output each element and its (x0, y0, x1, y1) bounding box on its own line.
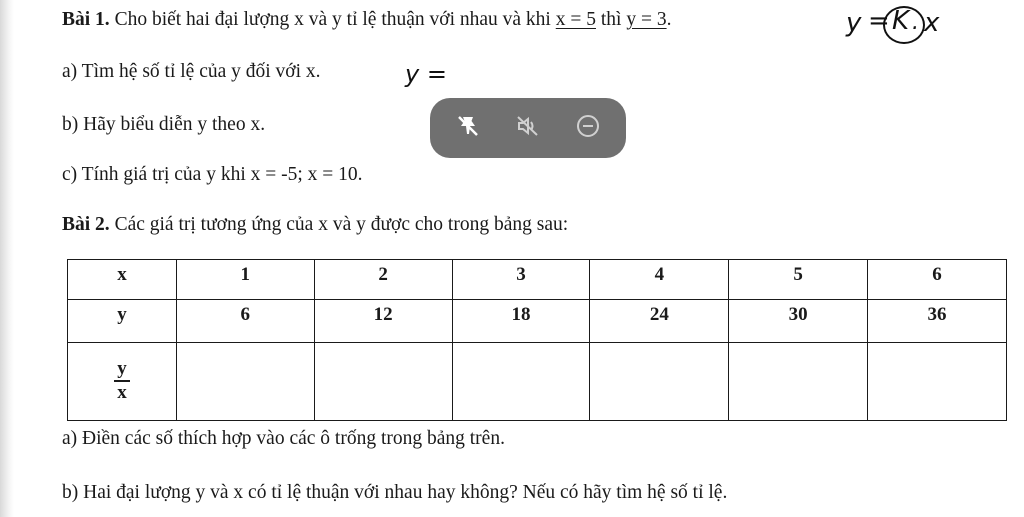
handwritten-dot: . (912, 10, 919, 35)
table-cell: 18 (452, 300, 590, 342)
table-row-ratio (68, 342, 1007, 421)
bai1-question-b: b) Hãy biểu diễn y theo x. (62, 114, 266, 135)
bai1-statement (62, 8, 671, 32)
mute-icon (514, 112, 542, 145)
minimize-button[interactable] (568, 108, 608, 148)
table-cell: 12 (314, 300, 452, 342)
bai2-statement (62, 213, 568, 237)
bai1-text-1: Cho biết hai đại lượng x và y tỉ lệ thuận với nhau và khi (109, 9, 556, 30)
handwritten-y: y (846, 8, 862, 38)
handwritten-x: x (924, 8, 940, 38)
bai1-text-2: thì (595, 9, 627, 30)
table-cell: 4 (590, 260, 729, 300)
table-cell: 1 (176, 260, 314, 300)
table-header-x: x (68, 260, 177, 300)
table-cell: 24 (590, 300, 729, 342)
handwritten-k: K (892, 6, 910, 36)
bai1-question-a: a) Tìm hệ số tỉ lệ của y đối với x. (62, 61, 321, 82)
table-cell: 6 (176, 300, 314, 342)
table-cell: 3 (452, 260, 590, 300)
table-cell: 5 (729, 260, 868, 300)
table-row-x (68, 260, 1007, 300)
handwritten-equals: = (868, 6, 890, 36)
bai1-question-c: c) Tính giá trị của y khi x = -5; x = 10. (62, 164, 363, 185)
table-cell-empty (729, 342, 868, 421)
table-cell: 30 (729, 300, 868, 342)
table-header-ratio (68, 342, 177, 421)
table-cell: 2 (314, 260, 452, 300)
table-cell-empty (590, 342, 729, 421)
pin-off-button[interactable] (448, 108, 488, 148)
table-header-y: y (68, 300, 177, 342)
fraction-y-over-x (114, 358, 130, 404)
table-cell-empty (314, 342, 452, 421)
values-table (67, 259, 1007, 421)
bai1-condition-x: x = 5 (555, 9, 596, 30)
bai1-condition-y: y = 3 (626, 9, 667, 30)
table-cell-empty (176, 342, 314, 421)
table-cell-empty (868, 342, 1007, 421)
floating-toolbar (430, 98, 626, 158)
handwritten-y-answer: y = (405, 60, 447, 88)
table-cell: 36 (868, 300, 1007, 342)
mute-button[interactable] (508, 108, 548, 148)
fraction-denominator: x (117, 382, 127, 404)
table-row-y (68, 300, 1007, 342)
bai2-text: Các giá trị tương ứng của x và y được cho trong bảng sau: (109, 214, 569, 235)
table-cell-empty (452, 342, 590, 421)
bai2-question-a: a) Điền các số thích hợp vào các ô trống trong bảng trên. (62, 428, 505, 449)
minus-circle-icon (574, 112, 602, 145)
bai1-text-3: . (666, 9, 672, 30)
page-left-edge (0, 0, 14, 517)
pin-off-icon (454, 112, 482, 145)
fraction-numerator: y (114, 358, 130, 382)
table-cell: 6 (868, 260, 1007, 300)
bai2-question-b: b) Hai đại lượng y và x có tỉ lệ thuận với nhau hay không? Nếu có hãy tìm hệ số tỉ lệ. (62, 482, 728, 503)
bai2-label: Bài 2. (62, 214, 110, 235)
bai1-label: Bài 1. (62, 9, 110, 30)
